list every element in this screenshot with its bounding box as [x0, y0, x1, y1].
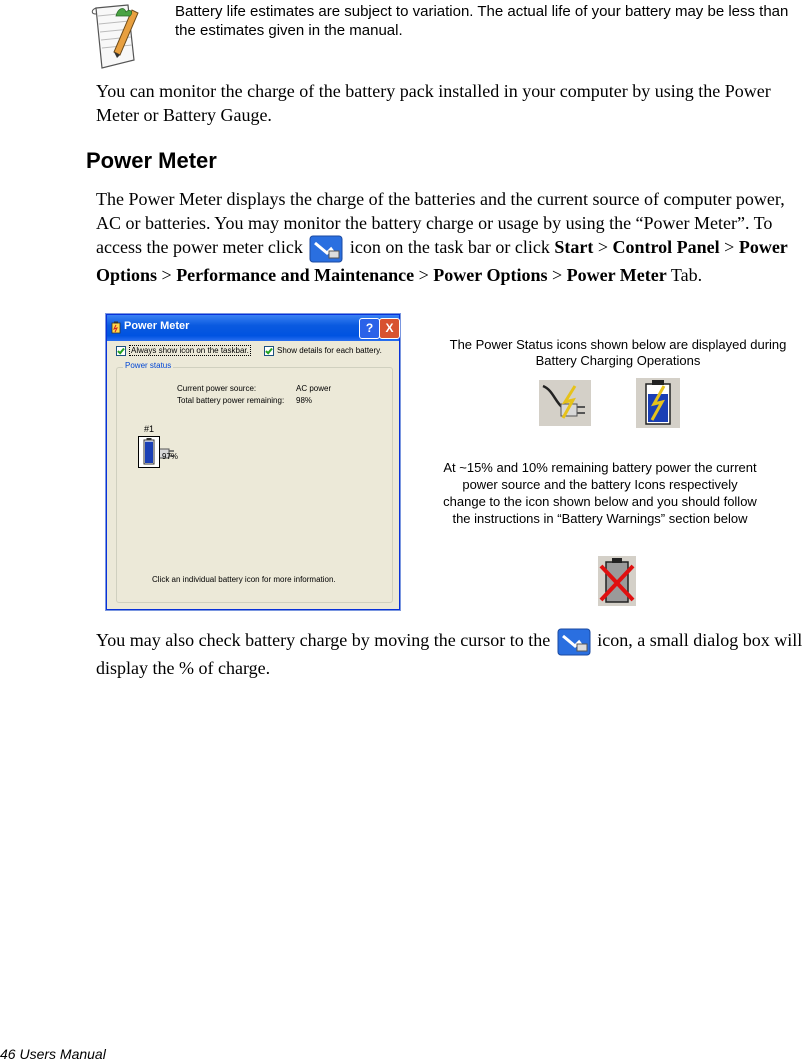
intro-paragraph: You can monitor the charge of the battery pack installed in your computer by using the Power Meter or Battery Gauge. — [96, 81, 771, 125]
paragraph-text-b: icon on the task bar or click — [349, 237, 550, 258]
page-footer: 46 Users Manual — [0, 1046, 106, 1062]
path-start: Start — [554, 237, 594, 258]
path-control-panel: Control Panel — [612, 237, 720, 258]
current-source-value: AC power — [296, 384, 332, 393]
checkbox-checked-icon — [264, 346, 274, 356]
path-tab-word: Tab. — [670, 265, 703, 285]
power-status-group — [116, 361, 393, 603]
paragraph-text-a: The Power Meter displays the charge of the batteries and the current source of computer power, AC or batteries. You may monitor the battery charge or usage by using the “Power Meter”. To access the power meter click — [96, 189, 785, 258]
group-title: Power status — [125, 361, 172, 370]
battery-critical-icon — [598, 556, 636, 606]
battery-level-icon — [139, 437, 159, 467]
warning-caption: At ~15% and 10% remaining battery power the current power source and the battery Icons respectively change to the icon shown below and you should follow the instructions in “Battery Warnings” section below — [443, 460, 757, 526]
taskbar-power-icon[interactable] — [309, 235, 343, 263]
ac-plug-charging-icon — [539, 380, 591, 426]
always-show-checkbox[interactable] — [116, 345, 251, 356]
show-details-label: Show details for each battery. — [277, 346, 382, 355]
path-power-options-2: Power Options — [433, 265, 548, 285]
path-sep: > — [418, 265, 429, 285]
current-source-label: Current power source: — [177, 384, 257, 393]
show-details-checkbox[interactable] — [264, 345, 382, 356]
close-button[interactable]: X — [379, 318, 400, 339]
path-power-meter: Power Meter — [566, 265, 667, 285]
battery-1-button[interactable] — [138, 436, 160, 468]
closing-text-a: You may also check battery charge by moving the cursor to the — [96, 630, 551, 651]
path-sep: > — [161, 265, 172, 285]
total-remaining-label: Total battery power remaining: — [177, 396, 285, 405]
path-performance: Performance and Maintenance — [176, 265, 415, 285]
footer-hint: Click an individual battery icon for more information. — [152, 575, 336, 584]
dialog-title: Power Meter — [124, 320, 190, 332]
notepad-pencil-icon — [88, 2, 146, 72]
power-meter-dialog — [106, 314, 400, 610]
checkbox-checked-icon — [116, 346, 126, 356]
closing-paragraph — [96, 628, 807, 680]
charging-caption: The Power Status icons shown below are displayed during Battery Charging Operations — [449, 337, 787, 368]
path-sep: > — [597, 237, 608, 258]
path-sep: > — [551, 265, 563, 285]
battery-percent: 97% — [162, 452, 179, 461]
note-text: Battery life estimates are subject to variation. The actual life of your battery may be less than the estimates given in the manual. — [175, 3, 789, 39]
path-power-options: Power Options — [96, 237, 788, 285]
closing-text-b: icon, a small dialog box will display the % of charge. — [96, 630, 803, 678]
power-meter-paragraph — [96, 187, 806, 287]
battery-charging-icon — [636, 378, 680, 428]
section-heading: Power Meter — [86, 148, 217, 173]
total-remaining-value: 98% — [296, 396, 313, 405]
dialog-titlebar[interactable] — [107, 315, 399, 341]
battery-number: #1 — [144, 424, 155, 434]
taskbar-power-icon[interactable] — [557, 628, 591, 656]
path-sep: > — [724, 237, 735, 258]
always-show-label: Always show icon on the taskbar. — [131, 346, 249, 355]
battery-title-icon — [110, 321, 122, 334]
help-button[interactable]: ? — [359, 318, 380, 339]
